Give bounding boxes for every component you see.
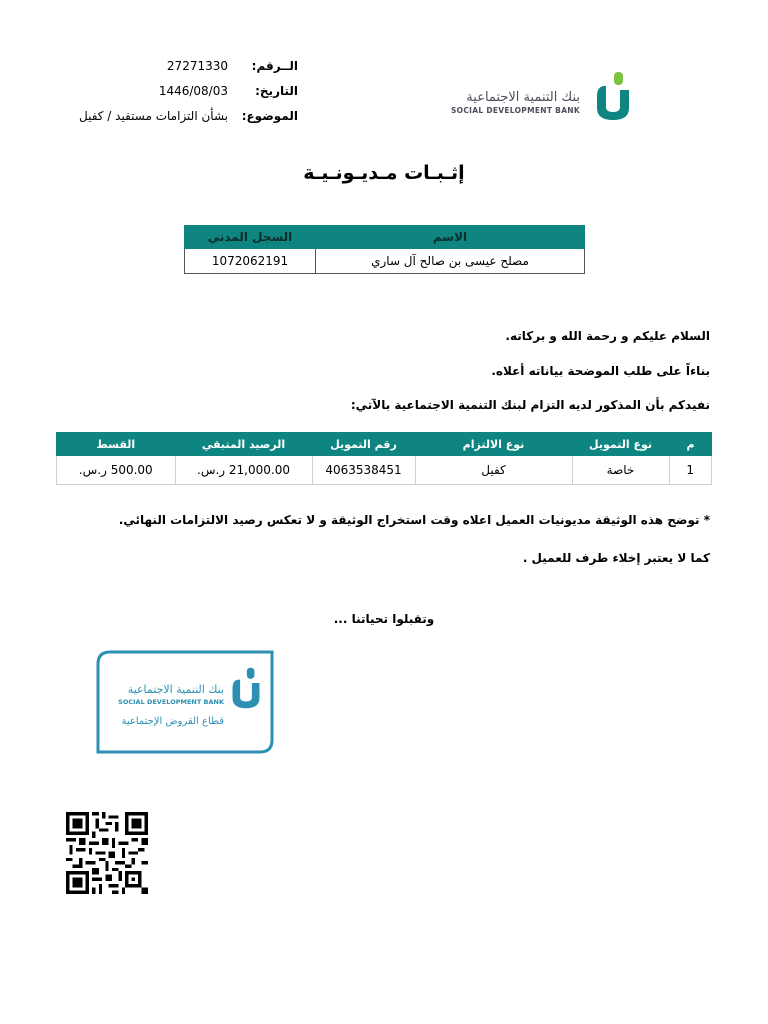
ref-number-value: 27271330: [166, 59, 228, 73]
table-row: [185, 249, 585, 274]
ref-number-row: [58, 59, 298, 79]
disclaimer-note: * توضح هذه الوثيقة مديونيات العميل اعلاه وقت استخراج الوثيقة و لا تعكس رصيد الالتزامات النهائي.: [118, 513, 710, 527]
person-table-header: [185, 226, 585, 249]
stamp-bank-name-en: SOCIAL DEVELOPMENT BANK: [118, 698, 224, 706]
greeting: السلام عليكم و رحمة الله و بركاته.: [505, 329, 710, 343]
person-table: [184, 225, 585, 274]
row-remaining-balance: 21,000.00 ر.س.: [175, 456, 312, 485]
table-row: [57, 456, 712, 485]
ref-number-label: الــرقم:: [251, 59, 298, 73]
col-index: م: [669, 432, 712, 456]
row-financing-number: 4063538451: [312, 456, 415, 485]
civil-id: 1072062191: [185, 249, 316, 274]
person-name: مصلح عيسى بن صالح آل ساري: [316, 249, 585, 274]
subject-label: الموضوع:: [241, 109, 298, 123]
col-obligation-type: نوع الالتزام: [415, 432, 572, 456]
document-title: إثـبـات مـديـونـيـة: [303, 162, 465, 184]
request-line: بناءاً على طلب الموضحة بياناته أعلاه.: [491, 364, 710, 378]
obligations-header: [57, 432, 712, 456]
bank-logo: [448, 58, 648, 128]
row-installment: 500.00 ر.س.: [57, 456, 176, 485]
header-name: الاسم: [316, 226, 585, 249]
col-financing-number: رقم التمويل: [312, 432, 415, 456]
date-row: [58, 84, 298, 104]
bank-logo-icon: [594, 70, 632, 122]
header-civil-id: السجل المدني: [185, 226, 316, 249]
clearance-note: كما لا يعتبر إخلاء طرف للعميل .: [522, 551, 710, 565]
stamp-bank-name-ar: بنك التنمية الاجتماعية: [127, 683, 224, 696]
date-label: التاريخ:: [255, 84, 298, 98]
closing-line: وتقبلوا تحياتنا ...: [333, 612, 435, 626]
bank-name-ar: بنك التنمية الاجتماعية: [466, 90, 580, 105]
date-value: 1446/08/03: [158, 84, 228, 98]
subject-value: بشأن التزامات مستفيد / كفيل: [79, 109, 228, 123]
row-index: 1: [669, 456, 712, 485]
row-financing-type: خاصة: [572, 456, 669, 485]
col-financing-type: نوع التمويل: [572, 432, 669, 456]
obligations-table: [56, 432, 712, 485]
col-installment: القسط: [57, 432, 176, 456]
subject-row: [58, 109, 298, 129]
stamp-sector: قطاع القروض الإجتماعية: [121, 716, 224, 727]
notice-line: نفيدكم بأن المذكور لديه التزام لبنك التنمية الاجتماعية بالآتي:: [350, 398, 710, 412]
bank-stamp: [96, 650, 274, 754]
qr-code: [64, 812, 150, 894]
row-obligation-type: كفيل: [415, 456, 572, 485]
stamp-logo-icon: [230, 666, 262, 710]
col-remaining-balance: الرصيد المتبقي: [175, 432, 312, 456]
bank-name-en: SOCIAL DEVELOPMENT BANK: [450, 106, 580, 115]
